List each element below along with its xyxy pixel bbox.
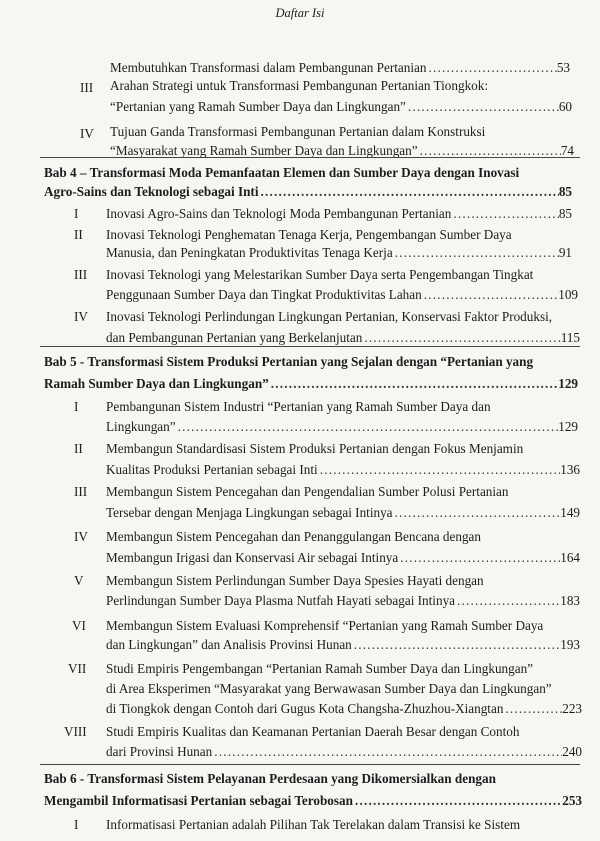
entry-title-cont: “Pertanian yang Ramah Sumber Daya dan Lingkungan” <box>110 99 406 114</box>
page-number: 136 <box>560 462 580 477</box>
toc-entry[interactable] <box>106 550 580 566</box>
chapter-title[interactable]: Bab 5 - Transformasi Sistem Produksi Pertanian yang Sejalan dengan “Pertanian yang <box>44 354 534 369</box>
entry-title-cont: Penggunaan Sumber Daya dan Tingkat Produktivitas Lahan <box>106 287 422 302</box>
dot-leader <box>406 99 559 115</box>
page-number: 164 <box>560 550 580 565</box>
entry-title[interactable]: Membangun Sistem Perlindungan Sumber Daya Spesies Hayati dengan <box>106 573 484 588</box>
dot-leader <box>176 419 559 435</box>
chapter-title[interactable]: Bab 6 - Transformasi Sistem Pelayanan Perdesaan yang Dikomersialkan dengan <box>44 771 496 786</box>
entry-number: VIII <box>64 724 87 739</box>
entry-title[interactable]: Inovasi Teknologi Penghematan Tenaga Kerja, Pengembangan Sumber Daya <box>106 227 512 242</box>
page-number: 85 <box>558 184 572 199</box>
entry-title[interactable]: Studi Empiris Kualitas dan Keamanan Pertanian Daerah Besar dengan Contoh <box>106 724 520 739</box>
dot-leader <box>362 330 560 346</box>
entry-number: IV <box>74 309 88 324</box>
entry-title-cont: “Masyarakat yang Ramah Sumber Daya dan Lingkungan” <box>110 143 418 158</box>
toc-entry[interactable] <box>106 701 582 717</box>
dot-leader <box>393 505 561 521</box>
page-number: 223 <box>562 701 582 716</box>
toc-entry[interactable] <box>110 99 572 115</box>
entry-title-cont: Lingkungan” <box>106 419 176 434</box>
toc-entry[interactable] <box>106 287 578 303</box>
entry-number: II <box>74 441 83 456</box>
dot-leader <box>503 701 562 717</box>
entry-title[interactable]: Membangun Sistem Evaluasi Komprehensif “Pertanian yang Ramah Sumber Daya <box>106 618 544 633</box>
entry-title-cont: di Tiongkok dengan Contoh dari Gugus Kota Changsha-Zhuzhou-Xiangtan <box>106 701 504 716</box>
chapter-entry[interactable] <box>44 376 578 392</box>
entry-number: IV <box>80 126 94 141</box>
dot-leader <box>352 637 560 653</box>
toc-entry[interactable] <box>106 505 580 521</box>
toc-entry[interactable] <box>110 60 570 76</box>
page-number: 109 <box>558 287 578 302</box>
entry-number: II <box>74 227 83 242</box>
dot-leader <box>212 744 562 760</box>
toc-entry[interactable] <box>106 462 580 478</box>
entry-number: III <box>80 80 94 95</box>
entry-title-cont: Kualitas Produksi Pertanian sebagai Inti <box>106 462 318 477</box>
entry-title[interactable]: Inovasi Teknologi yang Melestarikan Sumber Daya serta Pengembangan Tingkat <box>106 267 534 282</box>
section-divider <box>40 346 580 347</box>
page-number: 129 <box>558 376 578 391</box>
page-number: 183 <box>560 593 580 608</box>
chapter-title[interactable]: Bab 4 – Transformasi Moda Pemanfaatan Elemen dan Sumber Daya dengan Inovasi <box>44 165 520 180</box>
entry-number: VI <box>72 618 86 633</box>
entry-title[interactable]: Studi Empiris Pengembangan “Pertanian Ramah Sumber Daya dan Lingkungan” <box>106 661 534 676</box>
page-number: 149 <box>560 505 580 520</box>
entry-number: I <box>74 817 79 832</box>
entry-number: I <box>74 206 79 221</box>
page-number: 60 <box>558 99 572 114</box>
entry-title-cont: dan Pembangunan Pertanian yang Berkelanjutan <box>106 330 363 345</box>
dot-leader <box>269 376 558 392</box>
toc-entry[interactable] <box>106 593 580 609</box>
entry-title-cont: Membangun Irigasi dan Konservasi Air sebagai Intinya <box>106 550 399 565</box>
toc-entry[interactable] <box>106 419 578 435</box>
section-divider <box>40 157 580 158</box>
entry-title[interactable]: Membangun Sistem Pencegahan dan Penanggulangan Bencana dengan <box>106 529 482 544</box>
entry-number: I <box>74 399 79 414</box>
chapter-entry[interactable] <box>44 793 582 809</box>
dot-leader <box>393 245 559 261</box>
entry-title-cont[interactable]: di Area Eksperimen “Masyarakat yang Berwawasan Sumber Daya dan Lingkungan” <box>106 681 552 696</box>
page-number: 85 <box>558 206 572 221</box>
chapter-title-cont: Agro-Sains dan Teknologi sebagai Inti <box>44 184 259 199</box>
dot-leader <box>451 206 558 222</box>
dot-leader <box>318 462 561 478</box>
page-number: 240 <box>562 744 582 759</box>
entry-title[interactable]: Inovasi Teknologi Perlindungan Lingkungan Pertanian, Konservasi Faktor Produksi, <box>106 309 553 324</box>
section-divider <box>40 764 580 765</box>
toc-entry[interactable] <box>106 245 572 261</box>
page-number: 193 <box>560 637 580 652</box>
dot-leader <box>398 550 560 566</box>
page-number: 115 <box>560 330 580 345</box>
entry-number: IV <box>74 529 88 544</box>
entry-title[interactable]: Informatisasi Pertanian adalah Pilihan Tak Terelakan dalam Transisi ke Sistem <box>106 817 521 832</box>
dot-leader <box>426 60 556 76</box>
chapter-entry[interactable] <box>44 184 572 200</box>
entry-number: III <box>74 484 88 499</box>
chapter-title-cont: Ramah Sumber Daya dan Lingkungan” <box>44 376 269 391</box>
entry-number: V <box>74 573 84 588</box>
page-number: 129 <box>558 419 578 434</box>
page-number: 91 <box>558 245 572 260</box>
page-number: 74 <box>560 143 574 158</box>
entry-title[interactable]: Pembangunan Sistem Industri “Pertanian yang Ramah Sumber Daya dan <box>106 399 491 414</box>
entry-title[interactable]: Arahan Strategi untuk Transformasi Pembangunan Pertanian Tiongkok: <box>110 78 489 93</box>
toc-entry[interactable] <box>106 206 572 222</box>
entry-number: III <box>74 267 88 282</box>
entry-title-cont: dan Lingkungan” dan Analisis Provinsi Hunan <box>106 637 352 652</box>
page-number: 53 <box>556 60 570 75</box>
toc-entry[interactable] <box>106 637 580 653</box>
entry-title[interactable]: Membangun Sistem Pencegahan dan Pengendalian Sumber Polusi Pertanian <box>106 484 509 499</box>
entry-title-cont: dari Provinsi Hunan <box>106 744 213 759</box>
running-header: Daftar Isi <box>275 6 325 20</box>
chapter-title-cont: Mengambil Informatisasi Pertanian sebagai Terobosan <box>44 793 353 808</box>
entry-title[interactable]: Membangun Standardisasi Sistem Produksi Pertanian dengan Fokus Menjamin <box>106 441 524 456</box>
dot-leader <box>353 793 562 809</box>
entry-title-cont: Tersebar dengan Menjaga Lingkungan sebagai Intinya <box>106 505 393 520</box>
page-number: 253 <box>562 793 582 808</box>
entry-title-cont: Perlindungan Sumber Daya Plasma Nutfah Hayati sebagai Intinya <box>106 593 456 608</box>
entry-title: Inovasi Agro-Sains dan Teknologi Moda Pembangunan Pertanian <box>106 206 452 221</box>
entry-title: Membutuhkan Transformasi dalam Pembangunan Pertanian <box>110 60 427 75</box>
toc-entry[interactable] <box>106 744 582 760</box>
entry-title-cont: Manusia, dan Peningkatan Produktivitas Tenaga Kerja <box>106 245 393 260</box>
entry-number: VII <box>68 661 87 676</box>
toc-entry[interactable] <box>106 330 580 346</box>
dot-leader <box>259 184 559 200</box>
dot-leader <box>455 593 560 609</box>
dot-leader <box>422 287 558 303</box>
entry-title[interactable]: Tujuan Ganda Transformasi Pembangunan Pertanian dalam Konstruksi <box>110 124 486 139</box>
